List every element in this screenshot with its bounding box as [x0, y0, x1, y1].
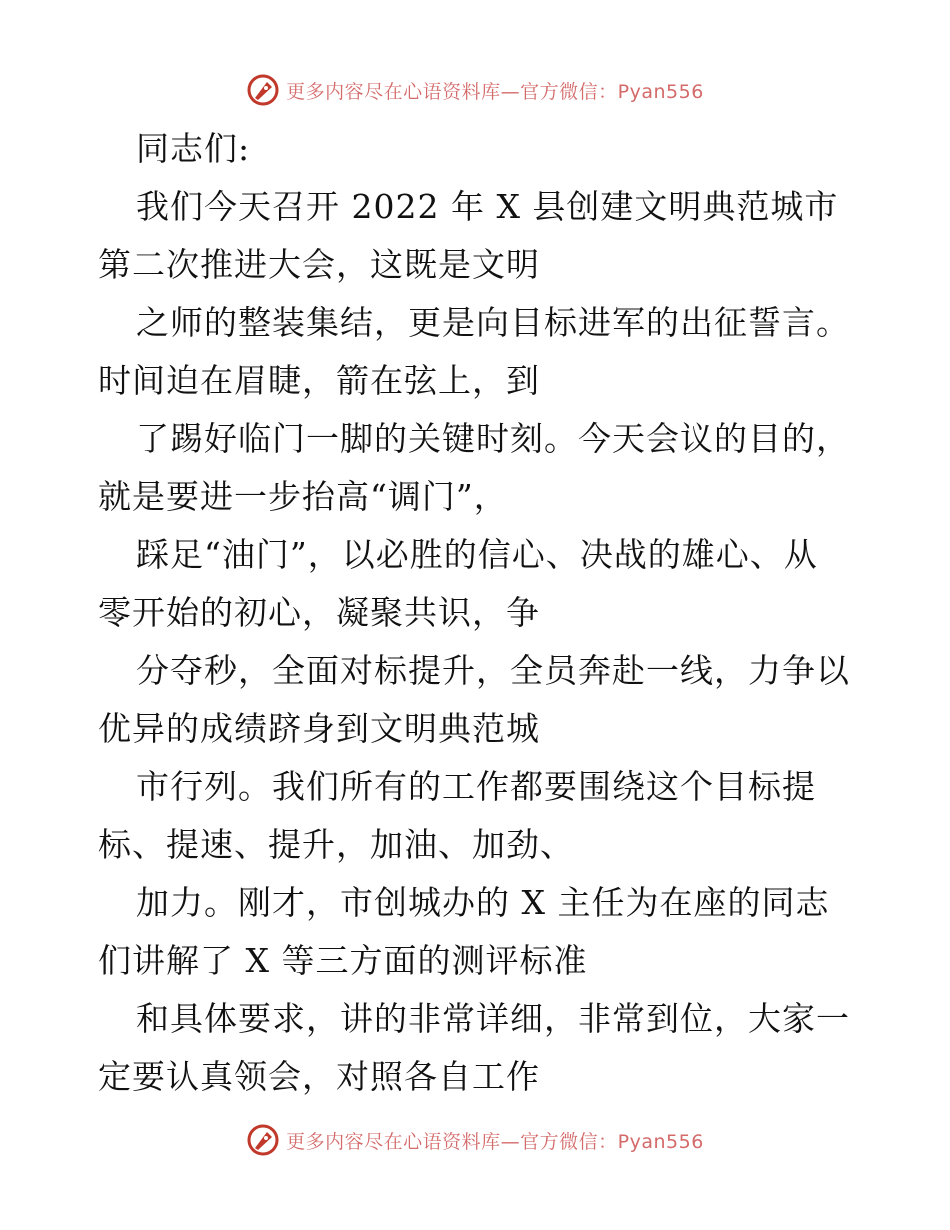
paragraph-line: 我们今天召开 2022 年 X 县创建文明典范城市: [136, 187, 839, 226]
footer-watermark: [0, 1120, 950, 1160]
paragraph-line: 加力。刚才，市创城办的 X 主任为在座的同志: [136, 883, 830, 922]
header-watermark: [0, 70, 950, 110]
paragraph-line: 们讲解了 X 等三方面的测评标准: [98, 941, 588, 980]
paragraph-line: 同志们:: [136, 129, 251, 168]
paragraph-line: 踩足“油门”，以必胜的信心、决战的雄心、从: [136, 535, 818, 574]
paragraph-line: 定要认真领会，对照各自工作: [98, 1057, 540, 1096]
pen-nib-logo-icon: [246, 73, 280, 107]
paragraph-line: 标、提速、提升，加油、加劲、: [98, 825, 574, 864]
paragraph-line: 市行列。我们所有的工作都要围绕这个目标提: [136, 767, 816, 806]
paragraph-line: 优异的成绩跻身到文明典范城: [98, 709, 540, 748]
paragraph-line: 时间迫在眉睫，箭在弦上，到: [98, 361, 540, 400]
paragraph-line: 分夺秒，全面对标提升，全员奔赴一线，力争以: [136, 651, 850, 690]
paragraph-line: 就是要进一步抬高“调门”，: [98, 477, 508, 516]
paragraph-line: 和具体要求，讲的非常详细，非常到位，大家一: [136, 999, 850, 1038]
pen-nib-logo-icon: [246, 1123, 280, 1157]
watermark-text: 更多内容尽在心语资料库—官方微信：Pyan556: [286, 80, 704, 103]
paragraph-line: 第二次推进大会，这既是文明: [98, 245, 540, 284]
paragraph-line: 了踢好临门一脚的关键时刻。今天会议的目的，: [136, 419, 850, 458]
document-body: [98, 120, 858, 1106]
paragraph-line: 之师的整装集结，更是向目标进军的出征誓言。: [136, 303, 850, 342]
watermark-text: 更多内容尽在心语资料库—官方微信：Pyan556: [286, 1130, 704, 1153]
paragraph-line: 零开始的初心，凝聚共识，争: [98, 593, 540, 632]
